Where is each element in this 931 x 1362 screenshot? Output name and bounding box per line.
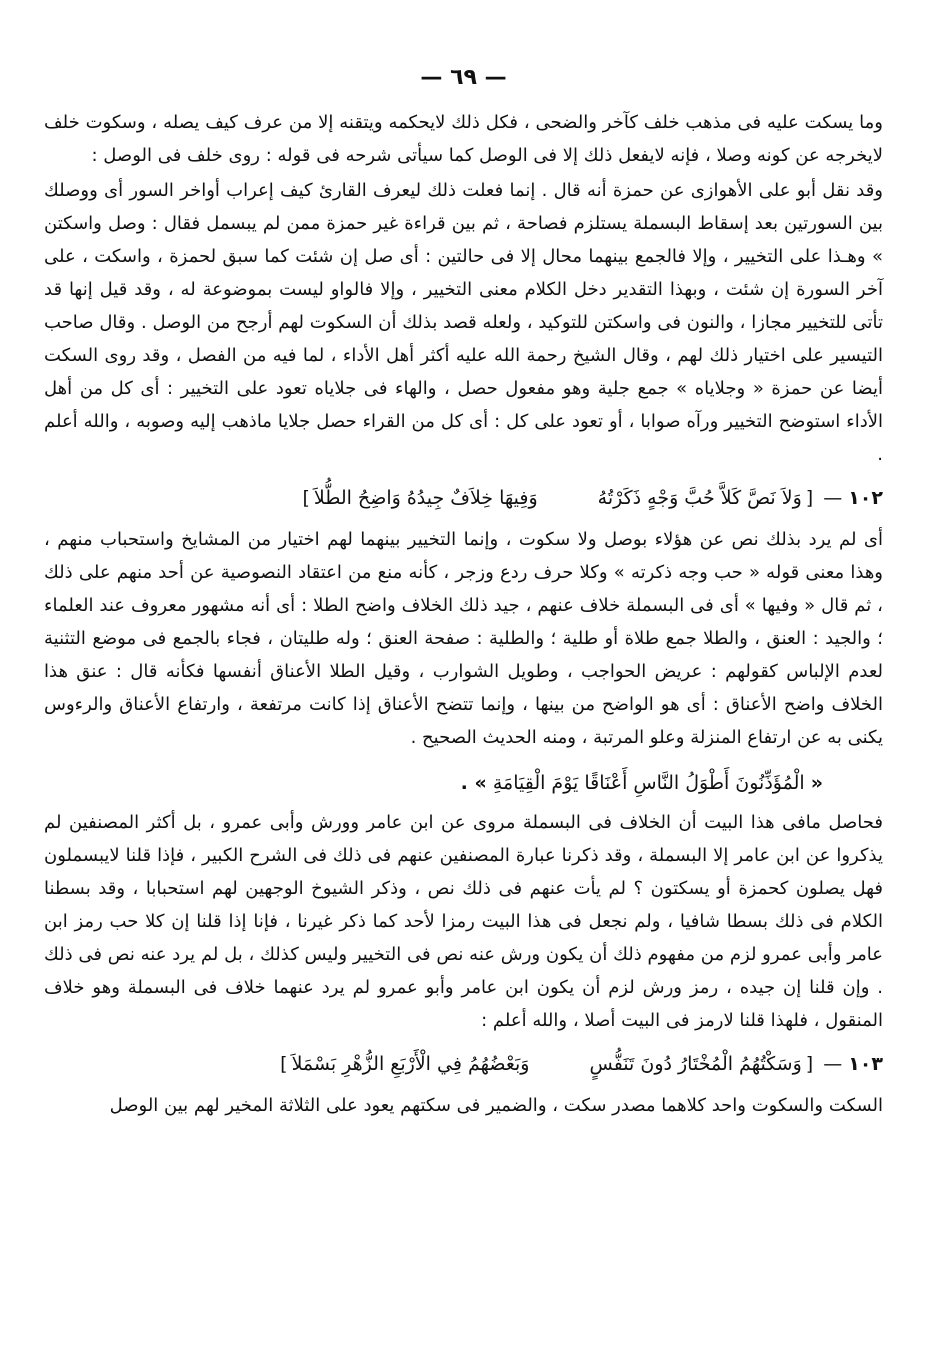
verse-number: ١٠٢ bbox=[848, 487, 883, 509]
verse-hemistich-first: وَلاَ نَصَّ كَلاَّ حُبَّ وَجْهٍ ذَكَرْتُهُ bbox=[597, 487, 802, 509]
verse-dash: — bbox=[823, 1053, 843, 1075]
verse-hemistich-first: وَسَكْتُهُمُ الْمُخْتَارُ دُونَ تَنَفُّسٍ bbox=[589, 1053, 802, 1075]
verse-close-bracket: ] bbox=[280, 1053, 288, 1075]
page-number: — ٦٩ — bbox=[420, 65, 507, 90]
paragraph-commentary-103: السكت والسكوت واحد كلاهما مصدر سكت ، والضمير فى سكتهم يعود على الثلاثة المخير لهم بين الوصل bbox=[109, 1095, 883, 1116]
paragraph-opening: وما يسكت عليه فى مذهب خلف كآخر والضحى ، فكل ذلك لايحكمه ويتقنه إلا من عرف كيف يصله ، وسكوت خلف لايخرجه عن كونه وصلا ، فإنه لايفعل ذلك إلا فى الوصل كما سيأتى شرحه فى قوله : روى خلف فى الوصل : bbox=[44, 112, 883, 166]
hadith-quote bbox=[44, 766, 823, 800]
verse-dash: — bbox=[823, 487, 843, 509]
verse-number: ١٠٣ bbox=[848, 1053, 883, 1075]
verse-hemistich-second: وَفِيهَا خِلاَفٌ جِيدُهُ وَاضِحُ الطُّلاَ bbox=[313, 487, 538, 509]
verse-close-bracket: ] bbox=[302, 487, 310, 509]
hadith-text: الْمُؤَذِّنُونَ أَطْوَلُ النَّاسِ أَعْنَاقًا يَوْمَ الْقِيَامَةِ bbox=[492, 772, 805, 794]
paragraph-summary: فحاصل مافى هذا البيت أن الخلاف فى البسملة مروى عن ابن عامر وورش وأبى عمرو ، بل أكثر المصنفين لم يذكروا عن ابن عامر إلا البسملة ، وقد ذكرنا عبارة المصنفين عنهم فى ذلك فى الشرح الكبير ، فإذا قلنا لايبسملون فهل يصلون كحمزة أو يسكتون ؟ لم يأت عنهم فى ذلك نص ، وذكر الشيوخ الوجهين لهم استحبابا ، وقد بسطنا الكلام فى ذلك بسطا شافيا ، ولم نجعل فى هذا البيت رمزا لأحد كما ذكر غيرنا ، فإنا إذا قلنا إن كلا حب رمز ابن عامر وأبى عمرو لزم من مفهوم ذلك أن يكون ورش عنه نص فى التخيير وليس كذلك ، بل لم يرد عنه نص فى ذلك . وإن قلنا إن جيده ، رمز ورش لزم أن يكون ابن عامر وأبو عمرو لم يرد عنهما خلاف فى البسملة وهو خلاف المنقول ، فلهذا قلنا لارمز فى البيت أصلا ، والله أعلم : bbox=[44, 812, 883, 1031]
hadith-close-quote: » . bbox=[460, 772, 487, 794]
hadith-open-quote: « bbox=[810, 772, 823, 794]
verse-102 bbox=[44, 481, 883, 515]
paragraph-commentary-102: أى لم يرد بذلك نص عن هؤلاء بوصل ولا سكوت ، وإنما التخيير بينهما لهم اختيار من المشايخ واستحباب منهم ، وهذا معنى قوله « حب وجه ذكرته » وكلا حرف ردع وزجر ، كأنه منع من اعتقاد النصوصية عن أحد منهم على ذلك ، ثم قال « وفيها » أى فى البسملة خلاف عنهم ، جيد ذلك الخلاف واضح الطلا : أى أنه مشهور معروف عند العلماء ؛ والجيد : العنق ، والطلا جمع طلاة أو طلية ؛ والطلية : صفحة العنق ؛ وله طليتان ، فجاء بالجمع فى موضع التثنية لعدم الإلباس كقولهم : عريض الحواجب ، وطويل الشوارب ، وقيل الطلا الأعناق أنفسها فكأنه قال : عنق هذا الخلاف واضح الأعناق : أى هو الواضح من بينها ، وإنما تتضح الأعناق إذا كانت مرتفعة ، وارتفاع الأعناق والرءوس يكنى به عن ارتفاع المنزلة وعلو المرتبة ، ومنه الحديث الصحيح . bbox=[44, 529, 883, 748]
paragraph-ahwazi: وقد نقل أبو على الأهوازى عن حمزة أنه قال . إنما فعلت ذلك ليعرف القارئ كيف إعراب أواخر السور أى ووصلك بين السورتين بعد إسقاط البسملة يستلزم فصاحة ، ثم بين قراءة غير حمزة ممن لم يبسمل فقال : وصل واسكتن » وهـذا على التخيير ، وإلا فالجمع بينهما محال إلا فى حالتين : أى صل إن شئت كما سبق لحمزة ، واسكت ، على آخر السورة إن شئت ، وبهذا التقدير دخل الكلام معنى التخيير ، وإلا فالواو ليست بموضوعة له ، وقد قيل إنها قد تأتى للتخيير مجازا ، والنون فى واسكتن للتوكيد ، ولعله قصد بذلك أن السكوت لهم أرجح من الوصل . وقال صاحب التيسير على اختيار ذلك لهم ، وقال الشيخ رحمة الله عليه أكثر أهل الأداء ، لما فيه من الفصل ، وقد روى السكت أيضا عن حمزة « وجلاياه » جمع جلية وهو مفعول حصل ، والهاء فى جلاياه تعود على التخيير : أى كل من أهل الأداء استوضح التخيير ورآه صوابا ، أو تعود على كل : أى كل من القراء حصل جلايا ماذهب إليه وصوبه ، والله أعلم . bbox=[44, 180, 883, 465]
verse-open-bracket: [ bbox=[805, 487, 814, 509]
verse-103 bbox=[44, 1047, 883, 1081]
verse-open-bracket: [ bbox=[805, 1053, 814, 1075]
verse-hemistich-second: وَبَعْضُهُمُ فِي الْأَرْبَعِ الزُّهْرِ بَسْمَلاَ bbox=[291, 1053, 530, 1075]
